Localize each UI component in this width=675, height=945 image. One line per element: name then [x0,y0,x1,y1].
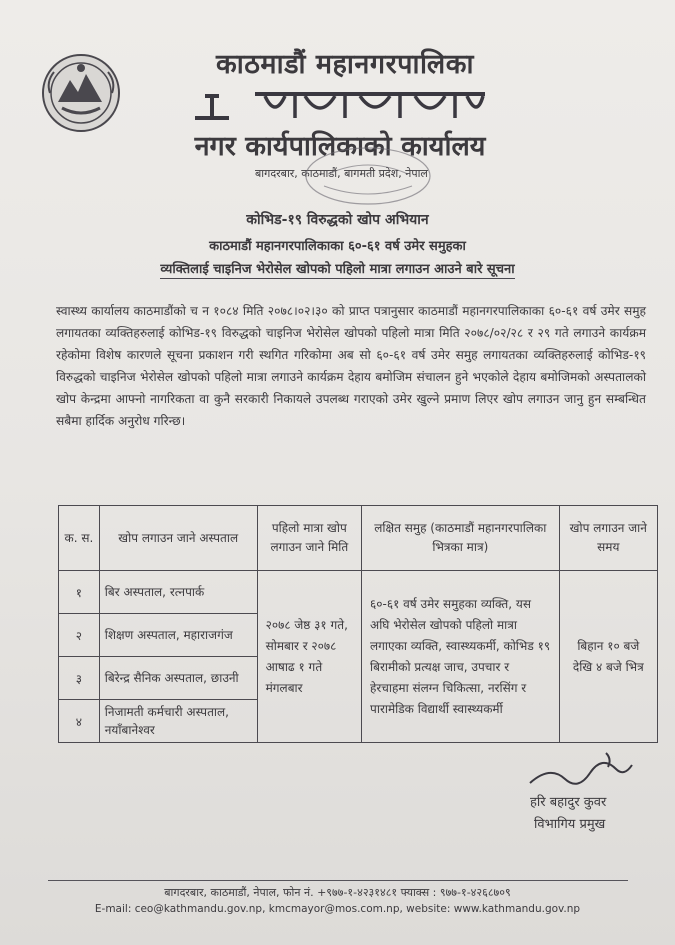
header-time: खोप लगाउन जाने समय [559,506,657,571]
row-serial: ४ [59,700,100,743]
nepal-emblem-logo [40,52,122,134]
header-serial-number: क. स. [59,506,100,571]
office-seal-stamp [288,144,438,208]
row-hospital: बिरेन्द्र सैनिक अस्पताल, छाउनी [99,657,257,700]
handwritten-signature [520,745,640,795]
notice-body: स्वास्थ्य कार्यालय काठमाडौंको च न १०८४ मिति २०७८।०२।३० को प्राप्त पत्रानुसार काठमाडौं महानगरपालिकाका ६०-६१ वर्ष उमेर समुह लगायतका व्यक्तिहरुलाई कोभिड-१९ विरुद्धको चाइनिज भेरोसेल खोपको पहिलो मात्रा मिति २०७८/०२/२८ र २९ गते लगाउने कार्यक्रम रहेकोमा विशेष कारणले सूचना प्रकाशन गरी स्थगित गरिकोमा अब सो ६०-६१ वर्ष उमेर समुह लगायतका व्यक्तिहरुलाई कोभिड-१९ विरुद्धको चाइनिज भेरोसेल खोपको पहिलो मात्रा लगाउने कार्यक्रम देहाय बमोजिम संचालन हुने भएकोले देहाय बमोजिमको अस्पतालको खोप केन्द्रमा आफ्नो नागरिकता वा कुनै सरकारी निकायले उपलब्ध गराएको उमेर खुल्ने प्रमाण लिएर खोप लगाउन जानु हुन सम्बन्धित सबैमा हार्दिक अनुरोध गरिन्छ। [56,304,646,428]
row-hospital: शिक्षण अस्पताल, महाराजगंज [99,614,257,657]
row-serial: २ [59,614,100,657]
footer-divider [48,880,628,881]
signatory-designation: विभागिय प्रमुख [534,817,606,832]
notice-headline [0,259,675,277]
vaccination-date-cell: २०७८ जेष्ठ ३१ गते, सोमबार र २०७८ आषाढ १ गते मंगलबार [257,571,361,743]
target-group-cell: ६०-६१ वर्ष उमेर समुहका व्यक्ति, यस अघि भेरोसेल खोपको पहिलो मात्रा लगाएका व्यक्ति, स्वास्थ्यकर्मी, कोभिड १९ बिरामीको प्रत्यक्ष जाच, उपचार र हेरचाहमा संलग्न चिकित्सा, नरसिंग र पारामेडिक विद्यार्थी स्वास्थ्यकर्मी [362,571,560,743]
row-serial: ३ [59,657,100,700]
letterhead-address: बागदरबार, काठमाडौं, बागमती प्रदेश, नेपाल [255,167,428,180]
signatory-name: हरि बहादुर कुवर [530,795,607,810]
row-hospital: निजामती कर्मचारी अस्पताल, नयाँबानेश्वर [99,700,257,743]
notice-headline-text: व्यक्तिलाई चाइनिज भेरोसेल खोपको पहिलो मात्रा लगाउन आउने बारे सूचना [160,262,515,277]
table-header-row [59,506,658,571]
municipality-stamp-overprint [185,88,515,124]
row-serial: १ [59,571,100,614]
vaccination-schedule-table [58,505,658,743]
vaccination-time-cell: बिहान १० बजे देखि ४ बजे भित्र [559,571,657,743]
row-hospital: बिर अस्पताल, रत्नपार्क [99,571,257,614]
notice-subtitle: काठमाडौं महानगरपालिकाका ६०-६१ वर्ष उमेर समुहका [209,239,466,254]
footer-contact: बागदरबार, काठमाडौं, नेपाल, फोन नं. +९७७-१-४२३१४८१ फ्याक्स : ९७७-१-४२६८७०९ [164,886,511,899]
letterhead-municipality: काठमाडौं महानगरपालिका [216,49,474,80]
table-row [59,571,658,614]
footer-email-website: E-mail: ceo@kathmandu.gov.np, kmcmayor@mos.com.np, website: www.kathmandu.gov.np [94,903,581,915]
header-target-group: लक्षित समुह (काठमाडौं महानगरपालिका भित्रका मात्र) [362,506,560,571]
header-hospital: खोप लगाउन जाने अस्पताल [99,506,257,571]
notice-title: कोभिड-१९ विरुद्धको खोप अभियान [246,212,429,228]
letterhead-office: नगर कार्यपालिकाको कार्यालय [194,131,486,162]
header-date: पहिलो मात्रा खोप लगाउन जाने मिति [257,506,361,571]
